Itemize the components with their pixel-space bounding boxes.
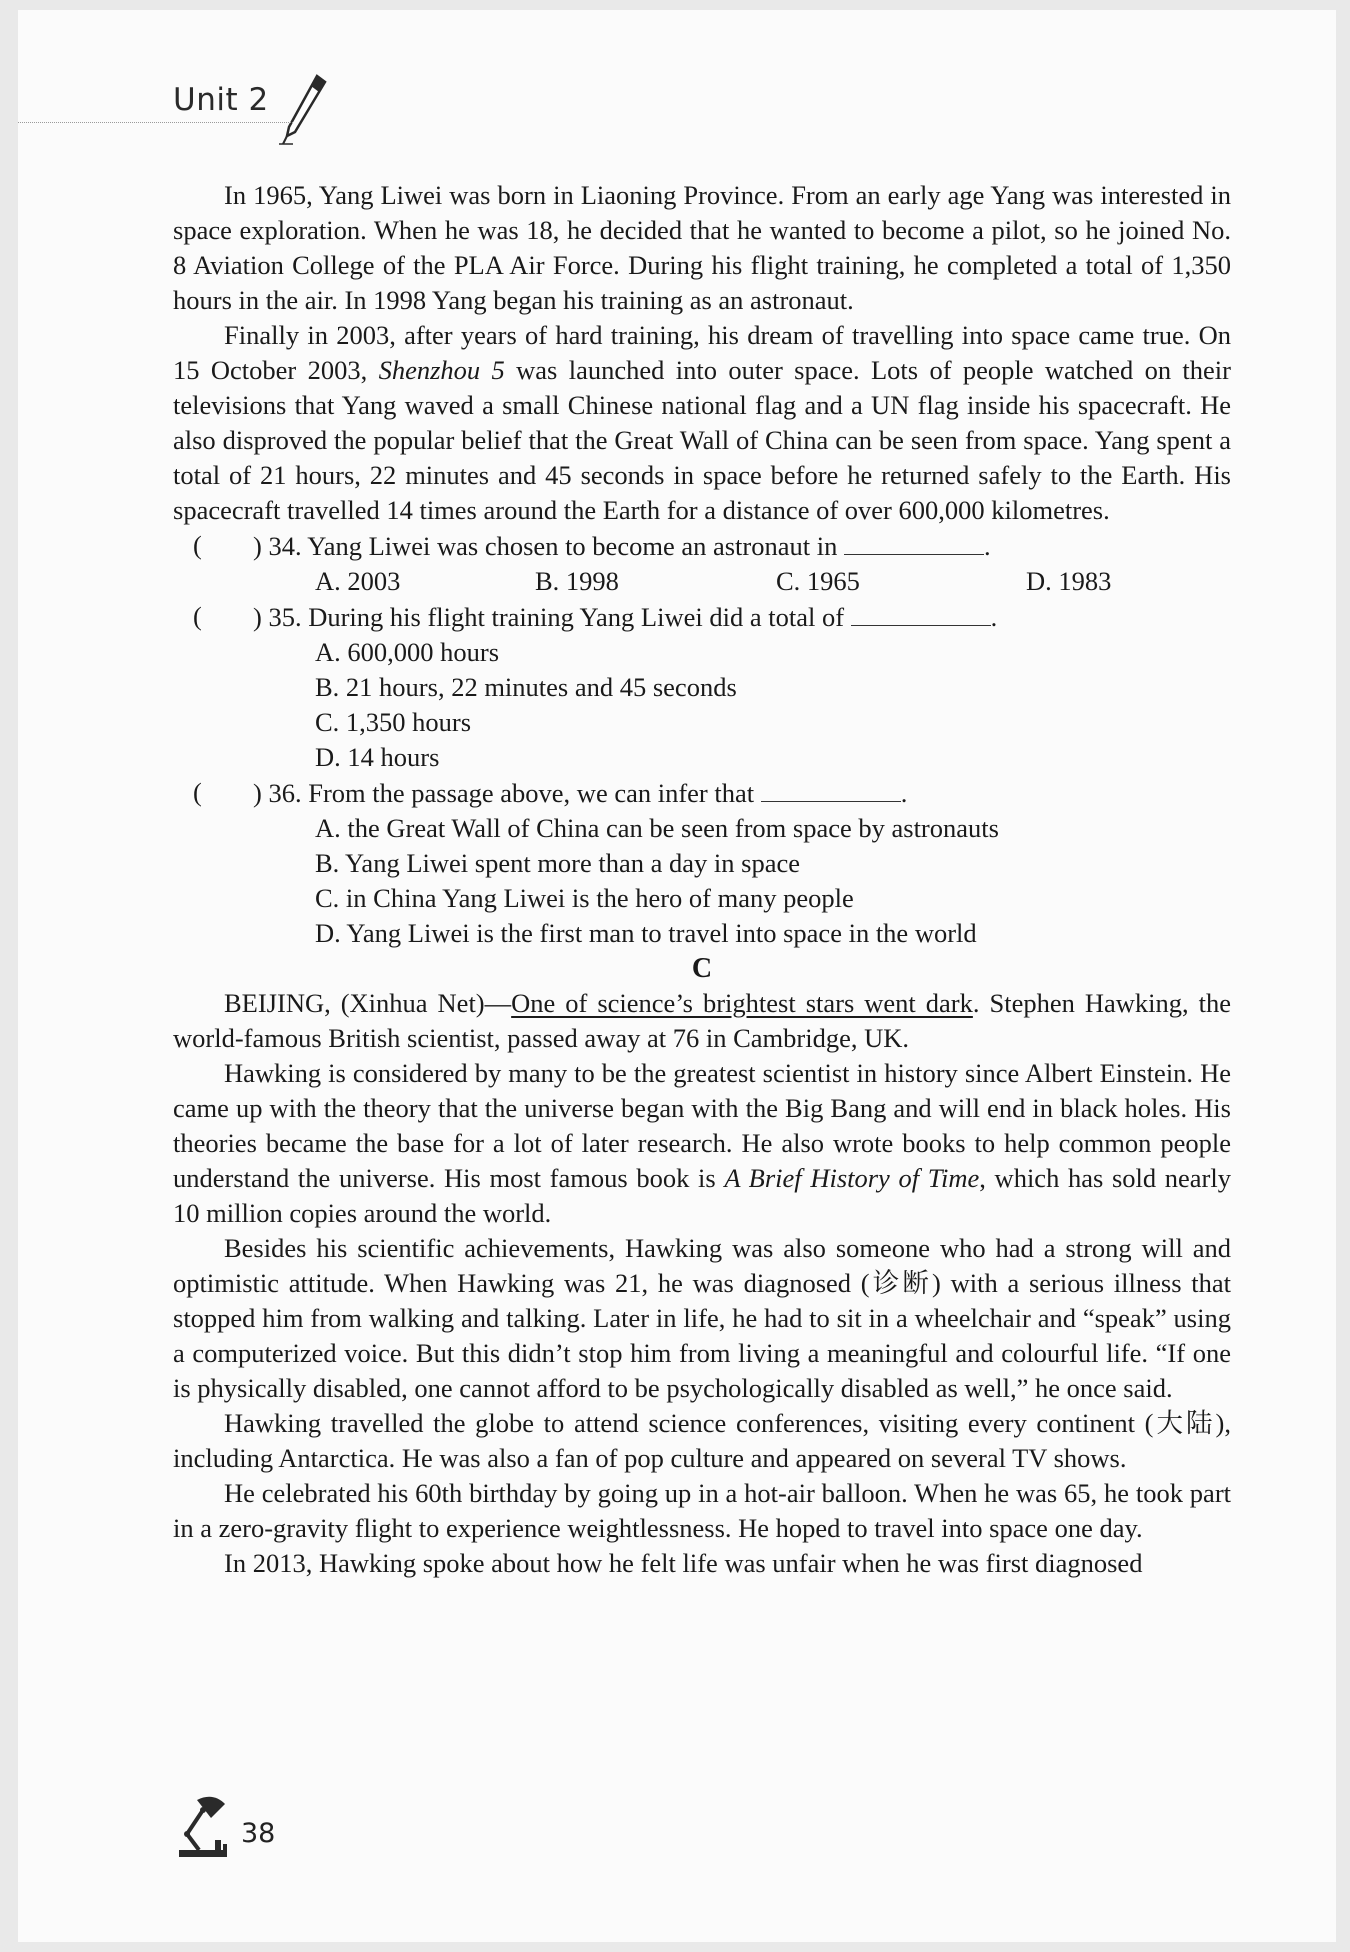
unit-title: Unit 2 [173, 82, 269, 118]
text-segment: Finally in 2003, after years of hard training, his dream of travelling into space came true. On 15 October 2003, [173, 320, 1231, 385]
passage-c-paragraph-2 [173, 1056, 1231, 1231]
passage-b-paragraph-1: In 1965, Yang Liwei was born in Liaoning Province. From an early age Yang was interested in space exploration. When he was 18, he decided that he wanted to become a pilot, so he joined No. 8 Aviation College of the PLA Air Force. During his flight training, he completed a total of 1,350 hours in the air. In 1998 Yang began his training as an astronaut. [173, 180, 1231, 315]
underlined-phrase: One of science’s brightest stars went dark [511, 988, 973, 1018]
answer-blank [844, 528, 984, 555]
italic-title: Shenzhou 5 [378, 355, 505, 385]
option-a: A. 600,000 hours [315, 637, 500, 667]
unit-header [18, 10, 1336, 130]
answer-blank [761, 775, 901, 802]
passage-c-paragraph-4: Hawking travelled the globe to attend science conferences, visiting every continent (大陆), including Antarctica. He was also a fan of pop culture and appeared on several TV shows. [173, 1408, 1231, 1473]
document-page [18, 10, 1336, 1942]
answer-paren-left: ( [193, 777, 202, 807]
passage-c-paragraph-6: In 2013, Hawking spoke about how he felt life was unfair when he was first diagnosed [224, 1548, 1143, 1578]
text-segment: Hawking is considered by many to be the greatest scientist in history since Albert Einstein. He came up with the theory that the universe began with the Big Bang and will end in black holes. His theories became the base for a lot of later research. He also wrote books to help common people understand the universe. His most famous book is [173, 1058, 1231, 1193]
text-segment: , which has sold nearly 10 million copies around the world. [173, 1163, 1231, 1228]
passage-c-paragraph-1 [173, 986, 1231, 1056]
question-stem: ) 36. From the passage above, we can infer that [253, 778, 755, 808]
option-b: B. 1998 [535, 566, 619, 596]
pen-icon [273, 70, 333, 150]
options-row [173, 564, 1231, 599]
option-c: C. in China Yang Liwei is the hero of many people [315, 883, 854, 913]
option-a: A. the Great Wall of China can be seen from space by astronauts [315, 813, 999, 843]
option-d: D. 14 hours [315, 742, 440, 772]
section-heading-c: C [691, 953, 713, 984]
option-d: D. Yang Liwei is the first man to travel into space in the world [315, 918, 977, 948]
passage-b-paragraph-2 [173, 318, 1231, 528]
lamp-icon [173, 1790, 235, 1860]
question-36: ( ) 36. From the passage above, we can infer that . A. the Great Wall of China can be seen from space by astronauts B. Yang Liwei spent more than a day in space C. in China Yang Liwei is the hero of many people D. Yang Liwei is the first man to travel into space in the world [173, 775, 1231, 951]
text-segment: was launched into outer space. Lots of people watched on their televisions that Yang waved a small Chinese national flag and a UN flag inside his spacecraft. He also disproved the popular belief that the Great Wall of China can be seen from space. Yang spent a total of 21 hours, 22 minutes and 45 seconds in space before he returned safely to the Earth. His spacecraft travelled 14 times around the Earth for a distance of over 600,000 kilometres. [173, 355, 1231, 525]
option-a: A. 2003 [315, 566, 401, 596]
page-content [173, 178, 1231, 1581]
option-c: C. 1,350 hours [315, 707, 472, 737]
question-35: ( ) 35. During his flight training Yang Liwei did a total of . A. 600,000 hours B. 21 hours, 22 minutes and 45 seconds C. 1,350 hours D. 14 hours [173, 599, 1231, 775]
option-b: B. Yang Liwei spent more than a day in space [315, 848, 800, 878]
header-rule [18, 122, 293, 123]
question-stem: ) 35. During his flight training Yang Liwei did a total of [253, 602, 845, 632]
answer-paren-left: ( [193, 601, 202, 631]
italic-title: A Brief History of Time [724, 1163, 980, 1193]
passage-c-paragraph-3: Besides his scientific achievements, Hawking was also someone who had a strong will and optimistic attitude. When Hawking was 21, he was diagnosed (诊断) with a serious illness that stopped him from walking and talking. Later in life, he had to sit in a wheelchair and “speak” using a computerized voice. But this didn’t stop him from living a meaningful and colourful life. “If one is physically disabled, one cannot afford to be psychologically disabled as well,” he once said. [173, 1233, 1231, 1403]
answer-paren-left: ( [193, 530, 202, 560]
passage-c-paragraph-5: He celebrated his 60th birthday by going up in a hot-air balloon. When he was 65, he took part in a zero-gravity flight to experience weightlessness. He hoped to travel into space one day. [173, 1478, 1231, 1543]
page-footer [173, 1790, 373, 1860]
text-segment: . Stephen Hawking, the world-famous British scientist, passed away at 76 in Cambridge, UK. [173, 988, 1231, 1053]
option-d: D. 1983 [1026, 566, 1112, 596]
option-c: C. 1965 [776, 566, 860, 596]
text-segment: BEIJING, (Xinhua Net)— [224, 988, 512, 1018]
answer-blank [851, 599, 991, 626]
option-b: B. 21 hours, 22 minutes and 45 seconds [315, 672, 737, 702]
question-stem: ) 34. Yang Liwei was chosen to become an astronaut in [253, 531, 838, 561]
question-34: ( ) 34. Yang Liwei was chosen to become an astronaut in . A. 2003 B. 1998 C. 1965 D. 1983 [173, 528, 1231, 599]
page-number: 38 [241, 1818, 276, 1849]
